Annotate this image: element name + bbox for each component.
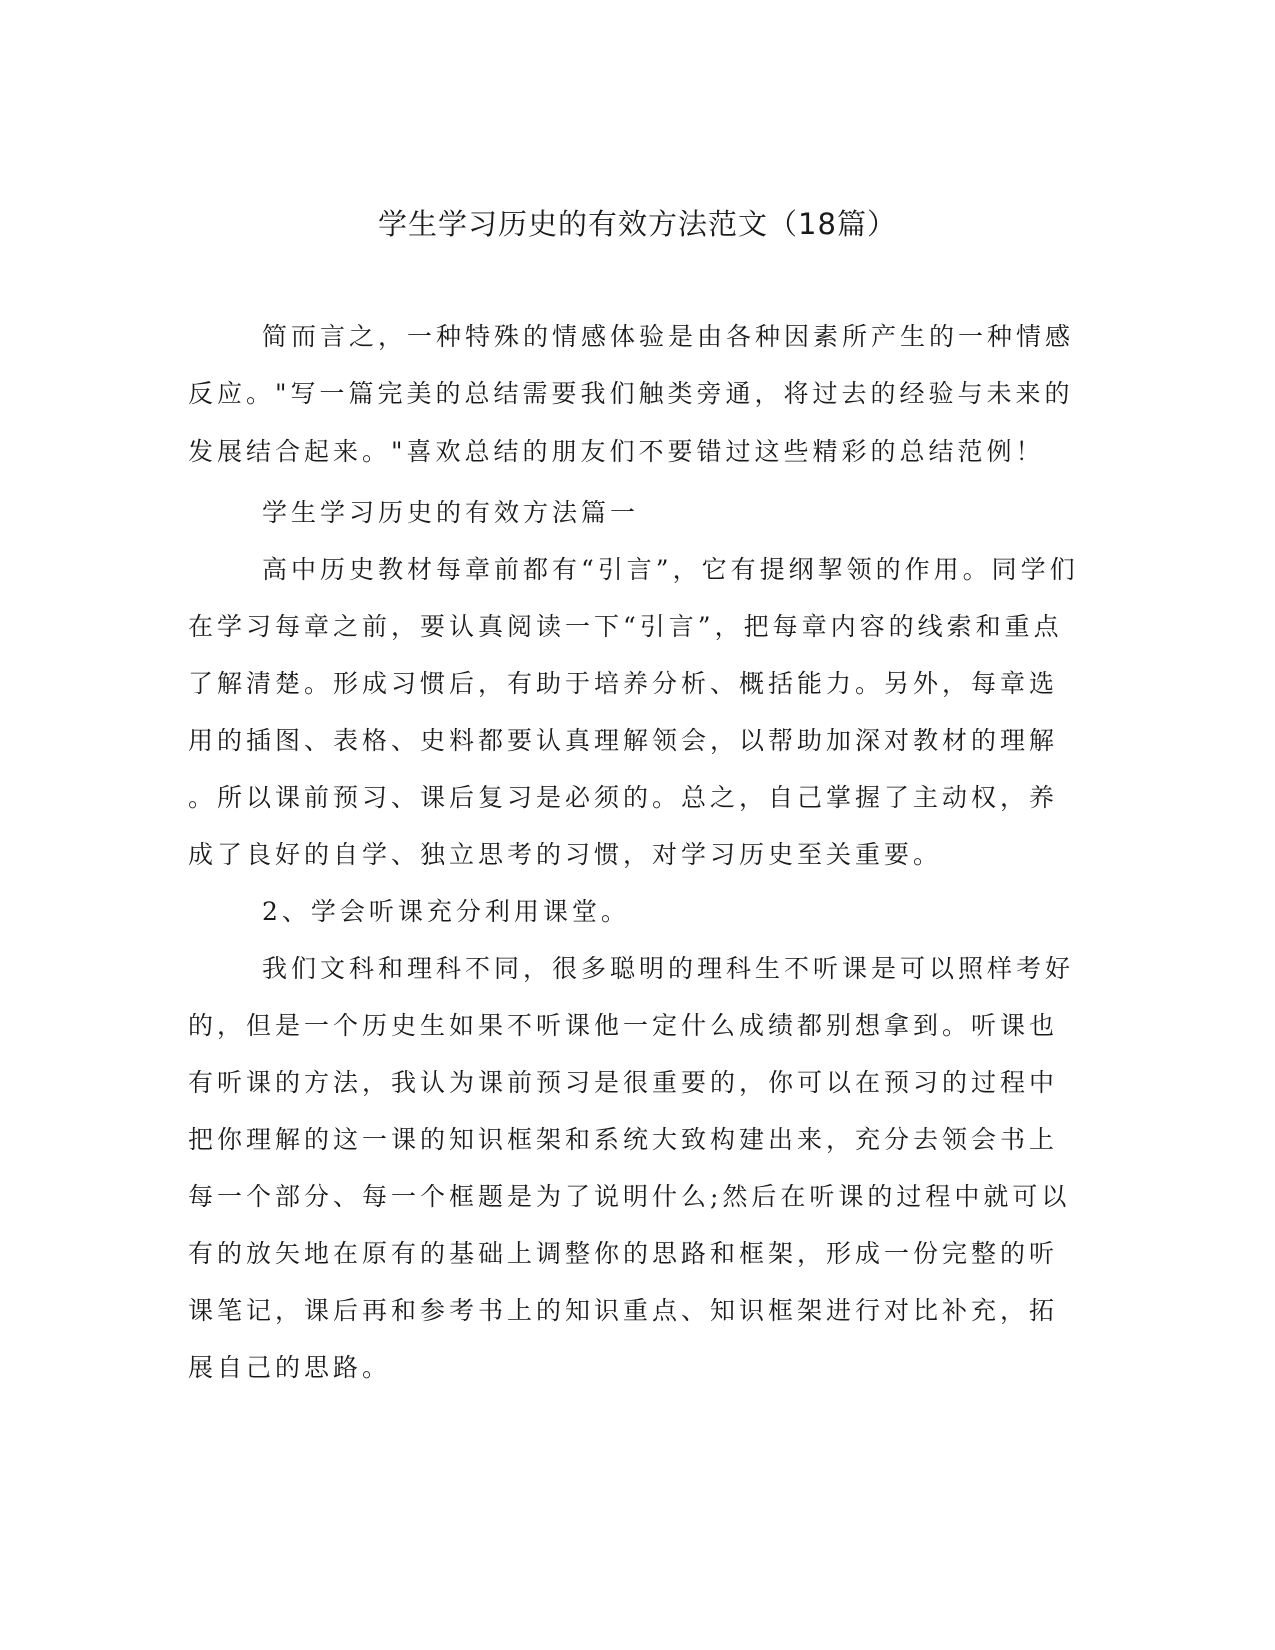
document-title: 学生学习历史的有效方法范文（18篇） bbox=[378, 207, 897, 241]
paragraph-line: 的，但是一个历史生如果不听课他一定什么成绩都别想拿到。听课也 bbox=[188, 1011, 1059, 1040]
paragraph-line: 高中历史教材每章前都有“引言”，它有提纲挈领的作用。同学们 bbox=[262, 555, 1079, 584]
paragraph-line: 在学习每章之前，要认真阅读一下“引言”，把每章内容的线索和重点 bbox=[188, 612, 1063, 641]
paragraph-line: 。所以课前预习、课后复习是必须的。总之，自己掌握了主动权，养 bbox=[188, 783, 1059, 812]
paragraph-line: 课笔记，课后再和参考书上的知识重点、知识框架进行对比补充，拓 bbox=[188, 1296, 1059, 1325]
paragraph-line: 简而言之，一种特殊的情感体验是由各种因素所产生的一种情感 bbox=[262, 322, 1075, 351]
section-heading: 学生学习历史的有效方法篇一 bbox=[262, 498, 640, 527]
paragraph-line: 用的插图、表格、史料都要认真理解领会，以帮助加深对教材的理解 bbox=[188, 726, 1059, 755]
paragraph-line: 每一个部分、每一个框题是为了说明什么;然后在听课的过程中就可以 bbox=[188, 1182, 1071, 1211]
paragraph-line: 了解清楚。形成习惯后，有助于培养分析、概括能力。另外，每章选 bbox=[188, 669, 1059, 698]
paragraph-line: 有的放矢地在原有的基础上调整你的思路和框架，形成一份完整的听 bbox=[188, 1239, 1059, 1268]
paragraph-line: 我们文科和理科不同，很多聪明的理科生不听课是可以照样考好 bbox=[262, 954, 1075, 983]
paragraph-line: 有听课的方法，我认为课前预习是很重要的，你可以在预习的过程中 bbox=[188, 1068, 1059, 1097]
paragraph-line: 发展结合起来。"喜欢总结的朋友们不要错过这些精彩的总结范例！ bbox=[188, 437, 1045, 466]
section-heading: 2、学会听课充分利用课堂。 bbox=[262, 897, 630, 926]
paragraph-line: 把你理解的这一课的知识框架和系统大致构建出来，充分去领会书上 bbox=[188, 1125, 1059, 1154]
paragraph-line: 展自己的思路。 bbox=[188, 1353, 392, 1382]
paragraph-line: 反应。"写一篇完美的总结需要我们触类旁通，将过去的经验与未来的 bbox=[188, 379, 1074, 408]
paragraph-line: 成了良好的自学、独立思考的习惯，对学习历史至关重要。 bbox=[188, 840, 943, 869]
